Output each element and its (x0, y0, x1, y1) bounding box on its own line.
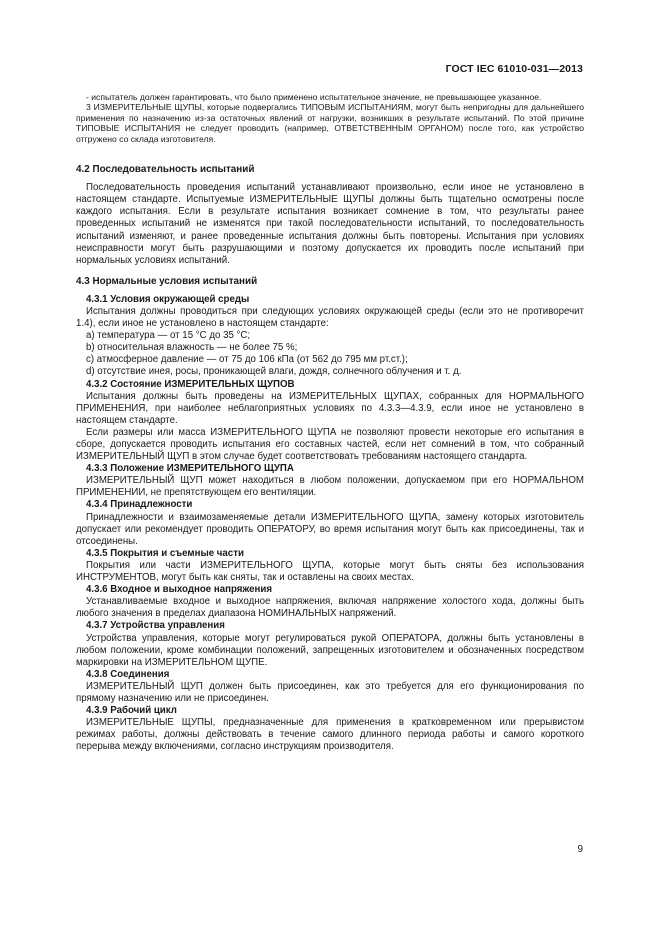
section-4-3-3-title: 4.3.3 Положение ИЗМЕРИТЕЛЬНОГО ЩУПА (86, 463, 294, 475)
section-4-3-2-p2: Если размеры или масса ИЗМЕРИТЕЛЬНОГО ЩУПА не позволяют провести некоторые его испытания в сборе, допускается проводить испытания его составных частей, если нет сомнений в том, что собранный ИЗМЕРИТЕЛЬНЫЙ ЩУП в этом случае будет соответствовать требованиям настоящего стандарта. (76, 426, 584, 463)
section-4-3-2-title: 4.3.2 Состояние ИЗМЕРИТЕЛЬНЫХ ЩУПОВ (86, 378, 295, 390)
section-4-3-9-text: ИЗМЕРИТЕЛЬНЫЕ ЩУПЫ, предназначенные для применения в кратковременном или прерывистом режимах работы, должны действовать в течение самого длинного периода работы и самого короткого перерыва между включениями, согласно инструкциям производителя. (76, 717, 584, 753)
list-item: а) температура — от 15 °С до 35 °С; (86, 330, 251, 342)
section-4-3-1-title: 4.3.1 Условия окружающей среды (86, 293, 250, 305)
intro-line: - испытатель должен гарантировать, что было применено испытательное значение, не превышающее указанное. (86, 92, 542, 102)
section-4-3-2-p1: Испытания должны быть проведены на ИЗМЕРИТЕЛЬНЫХ ЩУПАХ, собранных для НОРМАЛЬНОГО ПРИМЕНЕНИЯ, при наиболее неблагоприятных условиях по 4.3.3—4.3.9, если иное не установлено в настоящем стандарте. (76, 390, 584, 426)
section-4-3-5-text: Покрытия или части ИЗМЕРИТЕЛЬНОГО ЩУПА, которые могут быть сняты без использования ИНСТРУМЕНТОВ, могут быть как сняты, так и оставлены на своих местах. (76, 559, 584, 584)
section-4-3-5-title: 4.3.5 Покрытия и съемные части (86, 547, 244, 559)
conditions-list (76, 330, 584, 378)
section-4-3-6-title: 4.3.6 Входное и выходное напряжения (86, 584, 272, 596)
section-4-3-9-title: 4.3.9 Рабочий цикл (86, 705, 177, 717)
list-item: d) отсутствие инея, росы, проникающей влаги, дождя, солнечного облучения и т. д. (86, 366, 462, 378)
section-4-3-4-title: 4.3.4 Принадлежности (86, 499, 193, 511)
section-4-2-text: Последовательность проведения испытаний устанавливают произвольно, если иное не установлено в настоящем стандарте. Испытуемые ИЗМЕРИТЕЛЬНЫЕ ЩУПЫ должны быть тщательно осмотрены после каждого испытания. Если в результате испытания возникает сомнение в том, что результаты ранее проведенных испытаний не изменятся при такой последовательности испытаний, то последовательность испытаний изменяют, и ранее проведенные испытания должны быть повторены. Испытания при условиях неисправности могут быть разрушающими и поэтому допускается их проводить после испытаний при нормальных условиях испытаний. (76, 182, 584, 266)
section-4-3-8-title: 4.3.8 Соединения (86, 668, 170, 680)
list-item: b) относительная влажность — не более 75 %; (86, 342, 298, 354)
section-4-3-6-text: Устанавливаемые входное и выходное напряжения, включая напряжение холостого хода, должны быть любого значения в пределах диапазона НОМИНАЛЬНЫХ напряжений. (76, 596, 584, 620)
section-4-3-title: 4.3 Нормальные условия испытаний (76, 275, 258, 287)
note-3: 3 ИЗМЕРИТЕЛЬНЫЕ ЩУПЫ, которые подвергались ТИПОВЫМ ИСПЫТАНИЯМ, могут быть непригодны для дальнейшего применения по назначению из-за остаточных явлений от нагрузки, возникших в результате испытаний. По этой причине ТИПОВЫЕ ИСПЫТАНИЯ не следует проводить (например, ОТВЕТСТВЕННЫМ ОРГАНОМ) после того, как устройство отгружено со склада изготовителя. (76, 102, 584, 144)
intro-block (76, 92, 584, 144)
section-4-3-3-text: ИЗМЕРИТЕЛЬНЫЙ ЩУП может находиться в любом положении, допускаемом при его НОРМАЛЬНОМ ПРИМЕНЕНИИ, не препятствующем его вентиляции. (76, 475, 584, 499)
page-number: 9 (577, 844, 583, 855)
list-item: с) атмосферное давление — от 75 до 106 кПа (от 562 до 795 мм рт.ст.); (86, 354, 408, 366)
section-4-2-title: 4.2 Последовательность испытаний (76, 164, 255, 176)
section-4-3-7-title: 4.3.7 Устройства управления (86, 620, 225, 632)
document-header: ГОСТ IEC 61010-031—2013 (445, 63, 583, 75)
section-4-3-8-text: ИЗМЕРИТЕЛЬНЫЙ ЩУП должен быть присоединен, как это требуется для его функционирования по прямому назначению или не присоединен. (76, 680, 584, 704)
section-4-3-1-text: Испытания должны проводиться при следующих условиях окружающей среды (если это не противоречит 1.4), если иное не установлено в настоящем стандарте: (76, 305, 584, 330)
document-body (76, 92, 584, 753)
section-4-3-4-text: Принадлежности и взаимозаменяемые детали ИЗМЕРИТЕЛЬНОГО ЩУПА, замену которых изготовитель допускает или рекомендует проводить ОПЕРАТОРУ, во время испытания могут быть как присоединены, так и отсоединены. (76, 511, 584, 547)
section-4-3-7-text: Устройства управления, которые могут регулироваться рукой ОПЕРАТОРА, должны быть установлены в любом положении, кроме комбинации положений, запрещенных изготовителем и обозначенных посредством маркировки на ИЗМЕРИТЕЛЬНОМ ЩУПЕ. (76, 632, 584, 668)
